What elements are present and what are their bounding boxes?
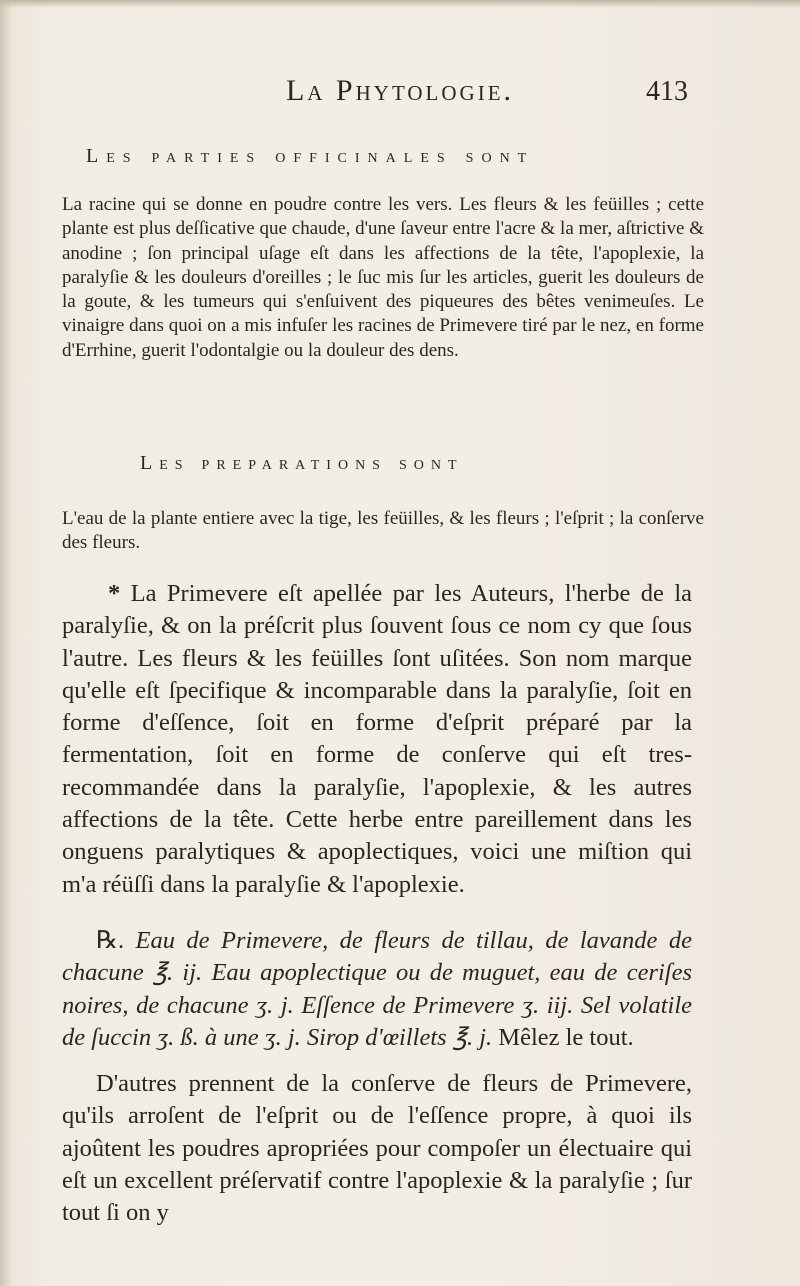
running-title: La Phytologie. [285, 74, 515, 107]
page-number: 413 [646, 76, 688, 107]
paragraph-others: D'autres prennent de la conſerve de fleurs de Primevere, qu'ils arroſent de l'eſprit ou de l'eſſence propre, à quoi ils ajoûtent les poudres apropriées pour compoſer un électuaire qui eſt un excellent préſervatif contre l'apoplexie & la paralyſie ; ſur tout ſi on y [62, 1070, 692, 1227]
paragraph-preparations: L'eau de la plante entiere avec la tige, les feüilles, & les fleurs ; l'eſprit ; la conſerve des fleurs. [62, 508, 704, 554]
recipe-text: Eau de Primevere, de fleurs de tillau, de lavande de chacune ℥. ij. Eau apoplectique ou de muguet, eau de ceriſes noires, de chacune ʒ. j. Eſſence de Primevere ʒ. iij. Sel volatile de ſuccin ʒ. ß. à une ʒ. j. Sirop d'œillets ℥. j. [62, 927, 692, 1051]
page-header [0, 74, 800, 114]
paragraph-note [62, 578, 692, 901]
recipe-symbol: ℞. [96, 927, 125, 954]
note-text: La Primevere eſt apellée par les Auteurs, l'herbe de la paralyſie, & on la préſcrit plus ſouvent ſous ce nom cy que ſous l'autre. Les fleurs & les feüilles ſont uſitées. Son nom marque qu'elle eſt ſpecifique & incomparable dans la paralyſie, ſoit en forme d'eſſence, ſoit en forme d'eſprit préparé par la fermentation, ſoit en forme de conſerve qui eſt tres-recommandée dans la paralyſie, l'apoplexie, & les autres affections de la tête. Cette herbe entre pareillement dans les onguens paralytiques & apoplectiques, voici une miſtion qui m'a réüſſi dans la paralyſie & l'apoplexie. [62, 580, 692, 898]
asterisk-mark: * [108, 580, 121, 607]
section-heading-parts: Les parties officinales sont [86, 145, 535, 167]
section-heading-preparations: Les preparations sont [140, 452, 464, 474]
paragraph-parts: La racine qui se donne en poudre contre les vers. Les fleurs & les feüilles ; cette plante est plus deſſicative que chaude, d'une ſaveur entre l'acre & la mer, aſtrictive & anodine ; ſon principal uſage eſt dans les affections de la tête, l'apoplexie, la paralyſie & les douleurs d'oreilles ; le ſuc mis ſur les articles, guerit les douleurs de la goute, & les tumeurs qui s'enſuivent des piqueures des bêtes venimeuſes. Le vinaigre dans quoi on a mis infuſer les racines de Primevere tiré par le nez, en forme d'Errhine, guerit l'odontalgie ou la douleur des dens. [62, 194, 704, 361]
paragraph-recipe [62, 925, 692, 1054]
recipe-closing: Mêlez le tout. [498, 1023, 634, 1051]
